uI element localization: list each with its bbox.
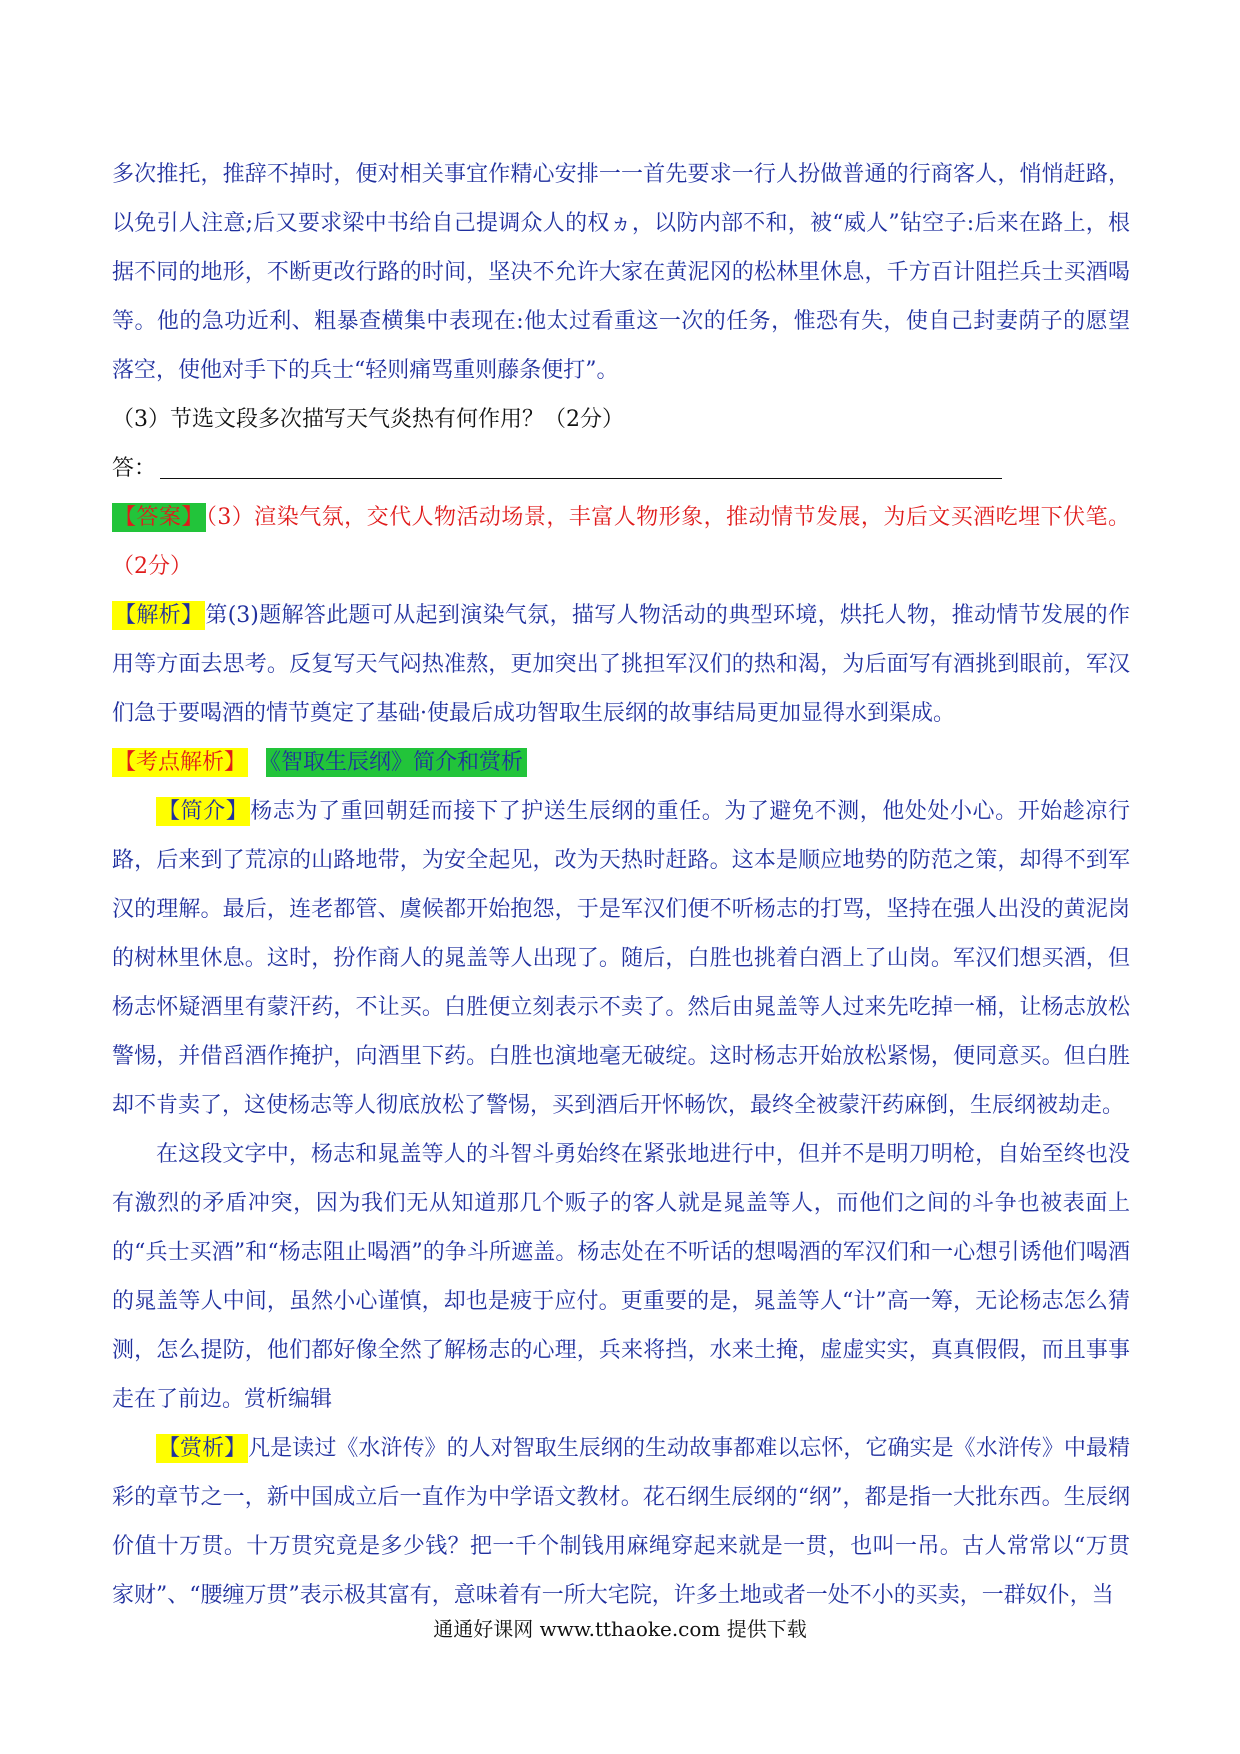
jianjie-text: 杨志为了重回朝廷而接下了护送生辰纲的重任。为了避免不测，他处处小心。开始趁凉行路，后来到了荒凉的山路地带，为安全起见，改为天热时赶路。这本是顺应地势的防范之策，却得不到军汉的理解。最后，连老都管、虞候都开始抱怨，于是军汉们便不听杨志的打骂，坚持在强人出没的黄泥岗的树林里休息。这时，扮作商人的晁盖等人出现了。随后，白胜也挑着白酒上了山岗。军汉们想买酒，但杨志怀疑酒里有蒙汗药，不让买。白胜便立刻表示不卖了。然后由晁盖等人过来先吃掉一桶，让杨志放松警惕，并借舀酒作掩护，向酒里下药。白胜也演地毫无破绽。这时杨志开始放松紧惕，便同意买。但白胜却不肯卖了，这使杨志等人彻底放松了警惕，买到酒后开怀畅饮，最终全被蒙汗药麻倒，生辰纲被劫走。 bbox=[112, 799, 1130, 1118]
document-content bbox=[112, 150, 1130, 1620]
answer-block bbox=[112, 493, 1130, 591]
page-footer: 通通好课网 www.tthaoke.com 提供下载 bbox=[433, 1617, 807, 1641]
paragraph-struggle: 在这段文字中，杨志和晁盖等人的斗智斗勇始终在紧张地进行中，但并不是明刀明枪，自始至终也没有激烈的矛盾冲突，因为我们无从知道那几个贩子的客人就是晁盖等人，而他们之间的斗争也被表面上的“兵士买酒”和“杨志阻止喝酒”的争斗所遮盖。杨志处在不听话的想喝酒的军汉们和一心想引诱他们喝酒的晁盖等人中间，虽然小心谨慎，却也是疲于应付。更重要的是，晁盖等人“计”高一筹，无论杨志怎么猜测，怎么提防，他们都好像全然了解杨志的心理，兵来将挡，水来土掩，虚虚实实，真真假假，而且事事走在了前边。赏析编辑 bbox=[112, 1142, 1130, 1412]
answer-blank-line bbox=[160, 478, 1002, 479]
question-3: （3）节选文段多次描写天气炎热有何作用？（2分） bbox=[112, 407, 624, 432]
answer-blank-row bbox=[112, 444, 1130, 493]
shangxi-block bbox=[112, 1424, 1130, 1620]
kaodian-title: 《智取生辰纲》简介和赏析 bbox=[266, 748, 527, 777]
kaodian-heading bbox=[112, 738, 1130, 787]
shangxi-tag: 【赏析】 bbox=[158, 1436, 247, 1461]
paragraph-intro: 多次推托，推辞不掉时，便对相关事宜作精心安排一一首先要求一行人扮做普通的行商客人，悄悄赶路，以免引人注意;后又要求梁中书给自己提调众人的权ヵ，以防内部不和，被“威人”钻空子:后来在路上，根据不同的地形，不断更改行路的时间，坚决不允许大家在黄泥冈的松林里休息，千方百计阻拦兵士买酒喝等。他的急功近利、粗暴查横集中表现在:他太过看重这一次的任务，惟恐有失，使自己封妻荫子的愿望落空，使他对手下的兵士“轻则痛骂重则藤条便打”。 bbox=[112, 162, 1130, 383]
answer-prompt: 答： bbox=[112, 456, 157, 481]
analysis-tag: 【解析】 bbox=[114, 603, 204, 628]
jianjie-block bbox=[112, 787, 1130, 1130]
answer-tag: 【答案】 bbox=[114, 505, 204, 530]
kaodian-tag: 【考点解析】 bbox=[114, 750, 247, 775]
answer-text: （3）渲染气氛，交代人物活动场景，丰富人物形象，推动情节发展，为后文买酒吃埋下伏笔。（2分） bbox=[112, 505, 1130, 579]
jianjie-tag: 【简介】 bbox=[158, 799, 249, 824]
analysis-text: 第(3)题解答此题可从起到演染气氛，描写人物活动的典型环境，烘托人物，推动情节发展的作用等方面去思考。反复写天气闷热准熬，更加突出了挑担军汉们的热和渴，为后面写有酒挑到眼前，军汉们急于要喝酒的情节奠定了基础·使最后成功智取生辰纲的故事结局更加显得水到渠成。 bbox=[112, 603, 1130, 726]
shangxi-text: 凡是读过《水浒传》的人对智取生辰纲的生动故事都难以忘怀，它确实是《水浒传》中最精彩的章节之一，新中国成立后一直作为中学语文教材。花石纲生辰纲的“纲”，都是指一大批东西。生辰纲价值十万贯。十万贯究竟是多少钱？把一千个制钱用麻绳穿起来就是一贯，也叫一吊。古人常常以“万贯家财”、“腰缠万贯”表示极其富有，意味着有一所大宅院，许多土地或者一处不小的买卖，一群奴仆，当 bbox=[112, 1436, 1130, 1608]
analysis-block bbox=[112, 591, 1130, 738]
